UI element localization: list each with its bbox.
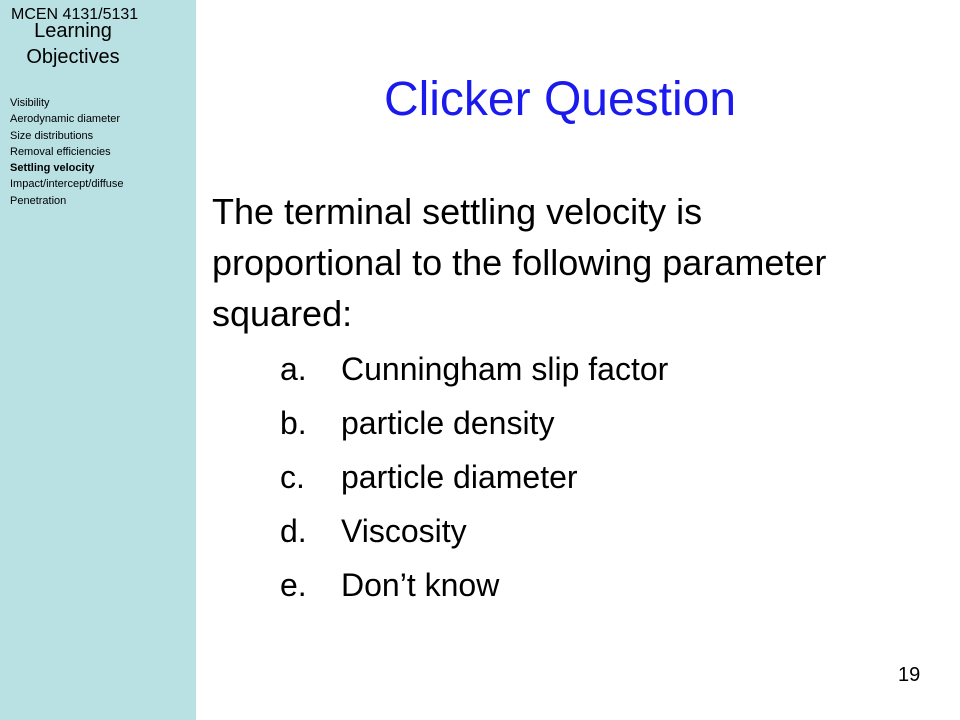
answer-text: Cunningham slip factor <box>341 350 669 387</box>
answer-text: particle density <box>341 404 555 441</box>
course-code: MCEN 4131/5131 <box>11 6 139 23</box>
answer-letter: a. <box>280 350 307 387</box>
objectives-list <box>10 95 124 209</box>
answer-option <box>280 558 668 612</box>
answer-text: particle diameter <box>341 458 578 495</box>
answer-option <box>280 396 668 450</box>
objective-item-settling-velocity: Settling velocity <box>10 162 95 175</box>
answer-letter: b. <box>280 404 307 441</box>
answer-letter: e. <box>280 566 307 603</box>
objective-item-visibility: Visibility <box>10 97 50 109</box>
answer-option <box>280 450 668 504</box>
objective-item-impact-intercept-diffuse: Impact/intercept/diffuse <box>10 178 124 191</box>
slide-title: Clicker Question <box>383 73 737 126</box>
answer-letter: d. <box>280 512 307 549</box>
answer-option <box>280 342 668 396</box>
answer-text: Don’t know <box>341 566 500 603</box>
answer-letter: c. <box>280 458 305 495</box>
page-number: 19 <box>898 664 921 686</box>
answer-list <box>280 342 668 612</box>
question-text: The terminal settling velocity is proportional to the following parameter squared: <box>212 191 827 334</box>
answer-text: Viscosity <box>341 512 467 549</box>
sidebar <box>0 0 196 720</box>
sidebar-heading: Learning Objectives <box>26 20 120 68</box>
objective-item-removal-efficiencies: Removal efficiencies <box>10 145 111 158</box>
objective-item-penetration: Penetration <box>10 194 67 207</box>
answer-option <box>280 504 668 558</box>
objective-item-aerodynamic-diameter: Aerodynamic diameter <box>10 113 121 126</box>
objective-item-size-distributions: Size distributions <box>10 129 94 142</box>
